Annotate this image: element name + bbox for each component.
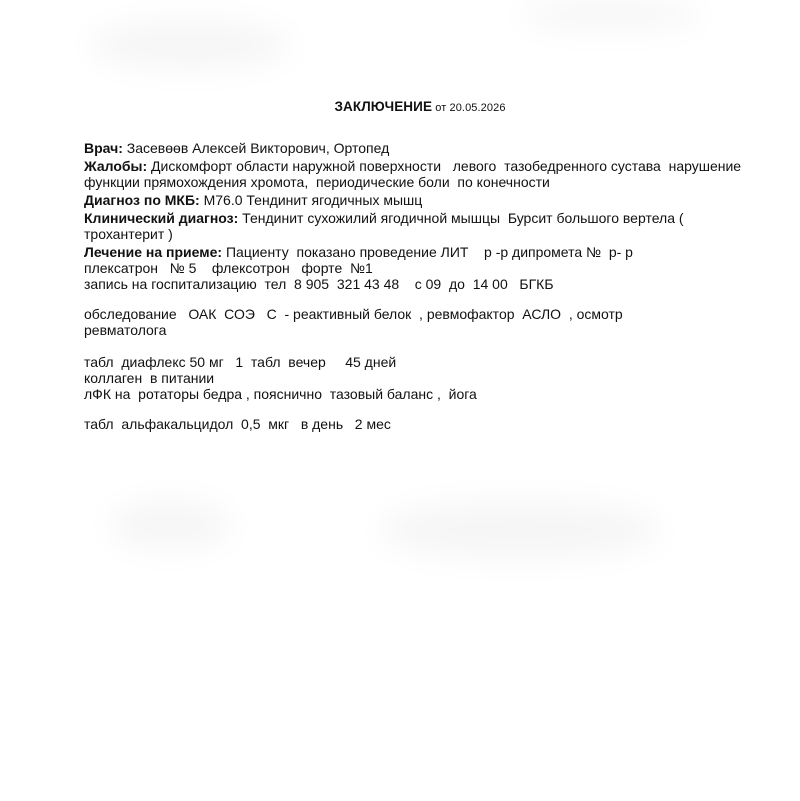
title-date: от 20.05.2026: [432, 102, 506, 114]
treatment-line: [84, 244, 694, 276]
clinical-diagnosis-line: [84, 210, 754, 242]
scan-smudge: [90, 20, 290, 70]
complaints-label: Жалобы:: [84, 158, 148, 174]
doctor-value: Засевөөв Алексей Викторович, Ортопед: [122, 140, 390, 156]
title-heading: ЗАКЛЮЧЕНИЕ: [334, 99, 433, 114]
complaints-line: [84, 158, 754, 190]
document-title: [0, 99, 800, 114]
supplement-line: табл альфакальцидол 0,5 мкг в день 2 мес: [84, 416, 391, 432]
complaints-value: Дискомфорт области наружной поверхности левого тазобедренного сустава нарушение функции прямохождения хромота, периодические боли по конечности: [84, 158, 745, 190]
icd-diagnosis-label: Диагноз по МКБ:: [84, 192, 200, 208]
scan-smudge: [110, 500, 230, 550]
icd-diagnosis-line: [84, 192, 754, 208]
clinical-diagnosis-label: Клинический диагноз:: [84, 210, 239, 226]
treatment-label: Лечение на приеме:: [84, 244, 223, 260]
doctor-line: [84, 140, 754, 156]
scan-smudge: [380, 500, 660, 560]
examination-line: обследование ОАК СОЭ С - реактивный белок , ревмофактор АСЛО , осмотр ревматолога: [84, 306, 627, 338]
clinical-diagnosis-value: Тендинит сухожилий ягодичной мышцы Бурсит большого вертела ( трохантерит ): [84, 210, 688, 242]
prescription-line: табл диафлекс 50 мг 1 табл вечер 45 дней: [84, 354, 397, 370]
prescription-line: коллаген в питании: [84, 370, 215, 386]
doctor-label: Врач:: [84, 140, 123, 156]
hospitalization-line: запись на госпитализацию тел 8 905 321 43 48 с 09 до 14 00 БГКБ: [84, 276, 554, 292]
document-body: [84, 140, 754, 432]
prescription-line: лФК на ротаторы бедра , пояснично тазовый баланс , йога: [84, 386, 477, 402]
scan-smudge: [520, 0, 700, 30]
icd-diagnosis-value: M76.0 Тендинит ягодичных мышц: [199, 192, 423, 208]
treatment-value: Пациенту показано проведение ЛИТ р -р дипромета № р- р плексатрон № 5 флексотрон форте №1: [84, 244, 637, 276]
